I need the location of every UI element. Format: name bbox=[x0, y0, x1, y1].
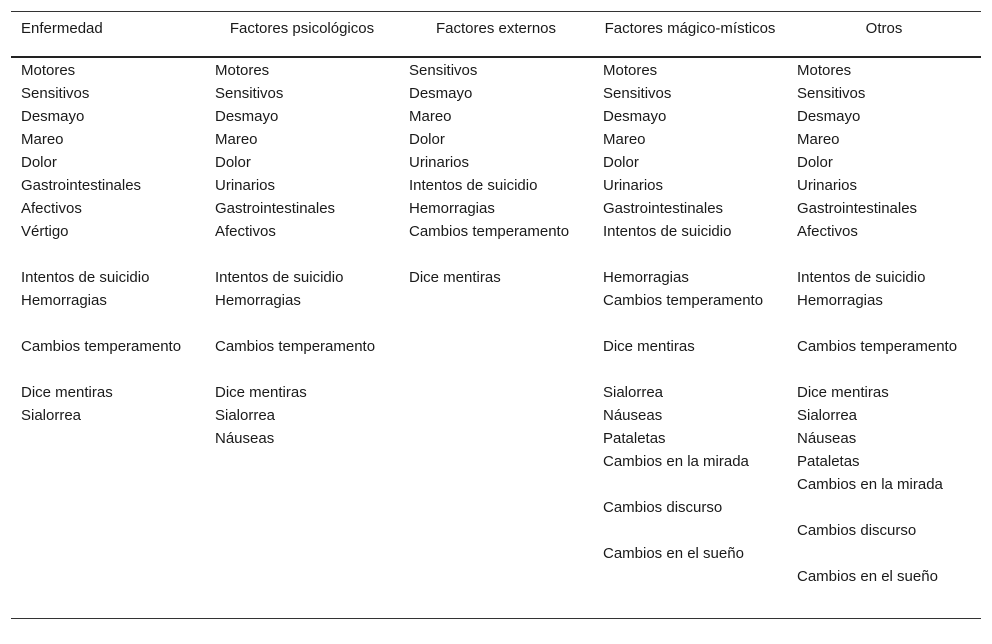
list-item: Vértigo bbox=[21, 223, 69, 240]
list-item: Hemorragias bbox=[603, 269, 689, 286]
cell-list bbox=[21, 60, 195, 426]
list-item: Dolor bbox=[603, 154, 639, 171]
list-item: Dice mentiras bbox=[797, 384, 889, 401]
list-item: Intentos de suicidio bbox=[215, 269, 344, 286]
list-item: Hemorragias bbox=[215, 292, 301, 309]
list-item: Dolor bbox=[797, 154, 833, 171]
list-item: Hemorragias bbox=[409, 200, 495, 217]
list-item: Sialorrea bbox=[215, 407, 276, 424]
list-item: Sensitivos bbox=[603, 85, 672, 102]
list-item: Náuseas bbox=[215, 430, 275, 447]
list-item: Motores bbox=[603, 62, 658, 79]
list-item: Motores bbox=[21, 62, 76, 79]
list-item: Gastrointestinales bbox=[21, 177, 142, 194]
list-item: Cambios temperamento bbox=[603, 292, 764, 309]
list-item: Intentos de suicidio bbox=[409, 177, 538, 194]
list-item: Sialorrea bbox=[603, 384, 664, 401]
column-factores-magico-misticos bbox=[593, 57, 787, 619]
list-item: Cambios en el sueño bbox=[603, 545, 744, 562]
list-item: Cambios temperamento bbox=[215, 338, 376, 355]
list-item: Intentos de suicidio bbox=[21, 269, 150, 286]
table-header bbox=[11, 12, 981, 58]
list-item: Urinarios bbox=[797, 177, 858, 194]
list-item: Dice mentiras bbox=[603, 338, 695, 355]
column-factores-externos bbox=[399, 57, 593, 619]
list-item: Desmayo bbox=[21, 108, 85, 125]
list-item: Gastrointestinales bbox=[797, 200, 918, 217]
list-item: Hemorragias bbox=[21, 292, 107, 309]
list-item: Desmayo bbox=[603, 108, 667, 125]
list-item: Dolor bbox=[215, 154, 251, 171]
symptom-table bbox=[11, 11, 981, 619]
list-item: Motores bbox=[215, 62, 270, 79]
table-row bbox=[11, 57, 981, 619]
list-item: Desmayo bbox=[797, 108, 861, 125]
cell-list bbox=[409, 60, 583, 288]
list-item: Sensitivos bbox=[797, 85, 866, 102]
column-enfermedad bbox=[11, 57, 205, 619]
header-enfermedad: Enfermedad bbox=[11, 12, 205, 58]
list-item: Intentos de suicidio bbox=[603, 223, 732, 240]
list-item: Hemorragias bbox=[797, 292, 883, 309]
list-item: Gastrointestinales bbox=[603, 200, 724, 217]
list-item: Motores bbox=[797, 62, 852, 79]
list-item: Desmayo bbox=[215, 108, 279, 125]
list-item: Intentos de suicidio bbox=[797, 269, 926, 286]
list-item: Dice mentiras bbox=[21, 384, 113, 401]
list-item: Mareo bbox=[409, 108, 452, 125]
list-item: Cambios discurso bbox=[797, 522, 917, 539]
list-item: Dice mentiras bbox=[215, 384, 307, 401]
list-item: Mareo bbox=[797, 131, 840, 148]
list-item: Náuseas bbox=[797, 430, 857, 447]
list-item: Gastrointestinales bbox=[215, 200, 336, 217]
header-factores-magico-misticos: Factores mágico-místicos bbox=[593, 12, 787, 58]
list-item: Afectivos bbox=[215, 223, 276, 240]
list-item: Urinarios bbox=[409, 154, 470, 171]
list-item: Desmayo bbox=[409, 85, 473, 102]
cell-list bbox=[603, 60, 777, 587]
list-item: Cambios en la mirada bbox=[797, 476, 943, 493]
list-item: Afectivos bbox=[797, 223, 858, 240]
list-item: Mareo bbox=[21, 131, 64, 148]
list-item: Afectivos bbox=[21, 200, 82, 217]
table-body bbox=[11, 57, 981, 619]
list-item: Pataletas bbox=[797, 453, 860, 470]
list-item: Cambios discurso bbox=[603, 499, 723, 516]
header-otros: Otros bbox=[787, 12, 981, 58]
list-item: Dice mentiras bbox=[409, 269, 501, 286]
list-item: Dolor bbox=[409, 131, 445, 148]
list-item: Sensitivos bbox=[21, 85, 90, 102]
list-item: Sialorrea bbox=[21, 407, 82, 424]
cell-list bbox=[797, 60, 971, 610]
header-factores-psicologicos: Factores psicológicos bbox=[205, 12, 399, 58]
list-item: Cambios en el sueño bbox=[797, 568, 938, 585]
list-item: Sensitivos bbox=[215, 85, 284, 102]
list-item: Pataletas bbox=[603, 430, 666, 447]
list-item: Cambios temperamento bbox=[21, 338, 182, 355]
column-factores-psicologicos bbox=[205, 57, 399, 619]
list-item: Cambios temperamento bbox=[797, 338, 958, 355]
column-otros bbox=[787, 57, 981, 619]
list-item: Mareo bbox=[603, 131, 646, 148]
list-item: Mareo bbox=[215, 131, 258, 148]
list-item: Dolor bbox=[21, 154, 57, 171]
list-item: Cambios en la mirada bbox=[603, 453, 749, 470]
list-item: Sialorrea bbox=[797, 407, 858, 424]
header-factores-externos: Factores externos bbox=[399, 12, 593, 58]
list-item: Cambios temperamento bbox=[409, 223, 570, 240]
cell-list bbox=[215, 60, 389, 449]
list-item: Sensitivos bbox=[409, 62, 478, 79]
header-row bbox=[11, 12, 981, 58]
list-item: Urinarios bbox=[215, 177, 276, 194]
list-item: Urinarios bbox=[603, 177, 664, 194]
list-item: Náuseas bbox=[603, 407, 663, 424]
